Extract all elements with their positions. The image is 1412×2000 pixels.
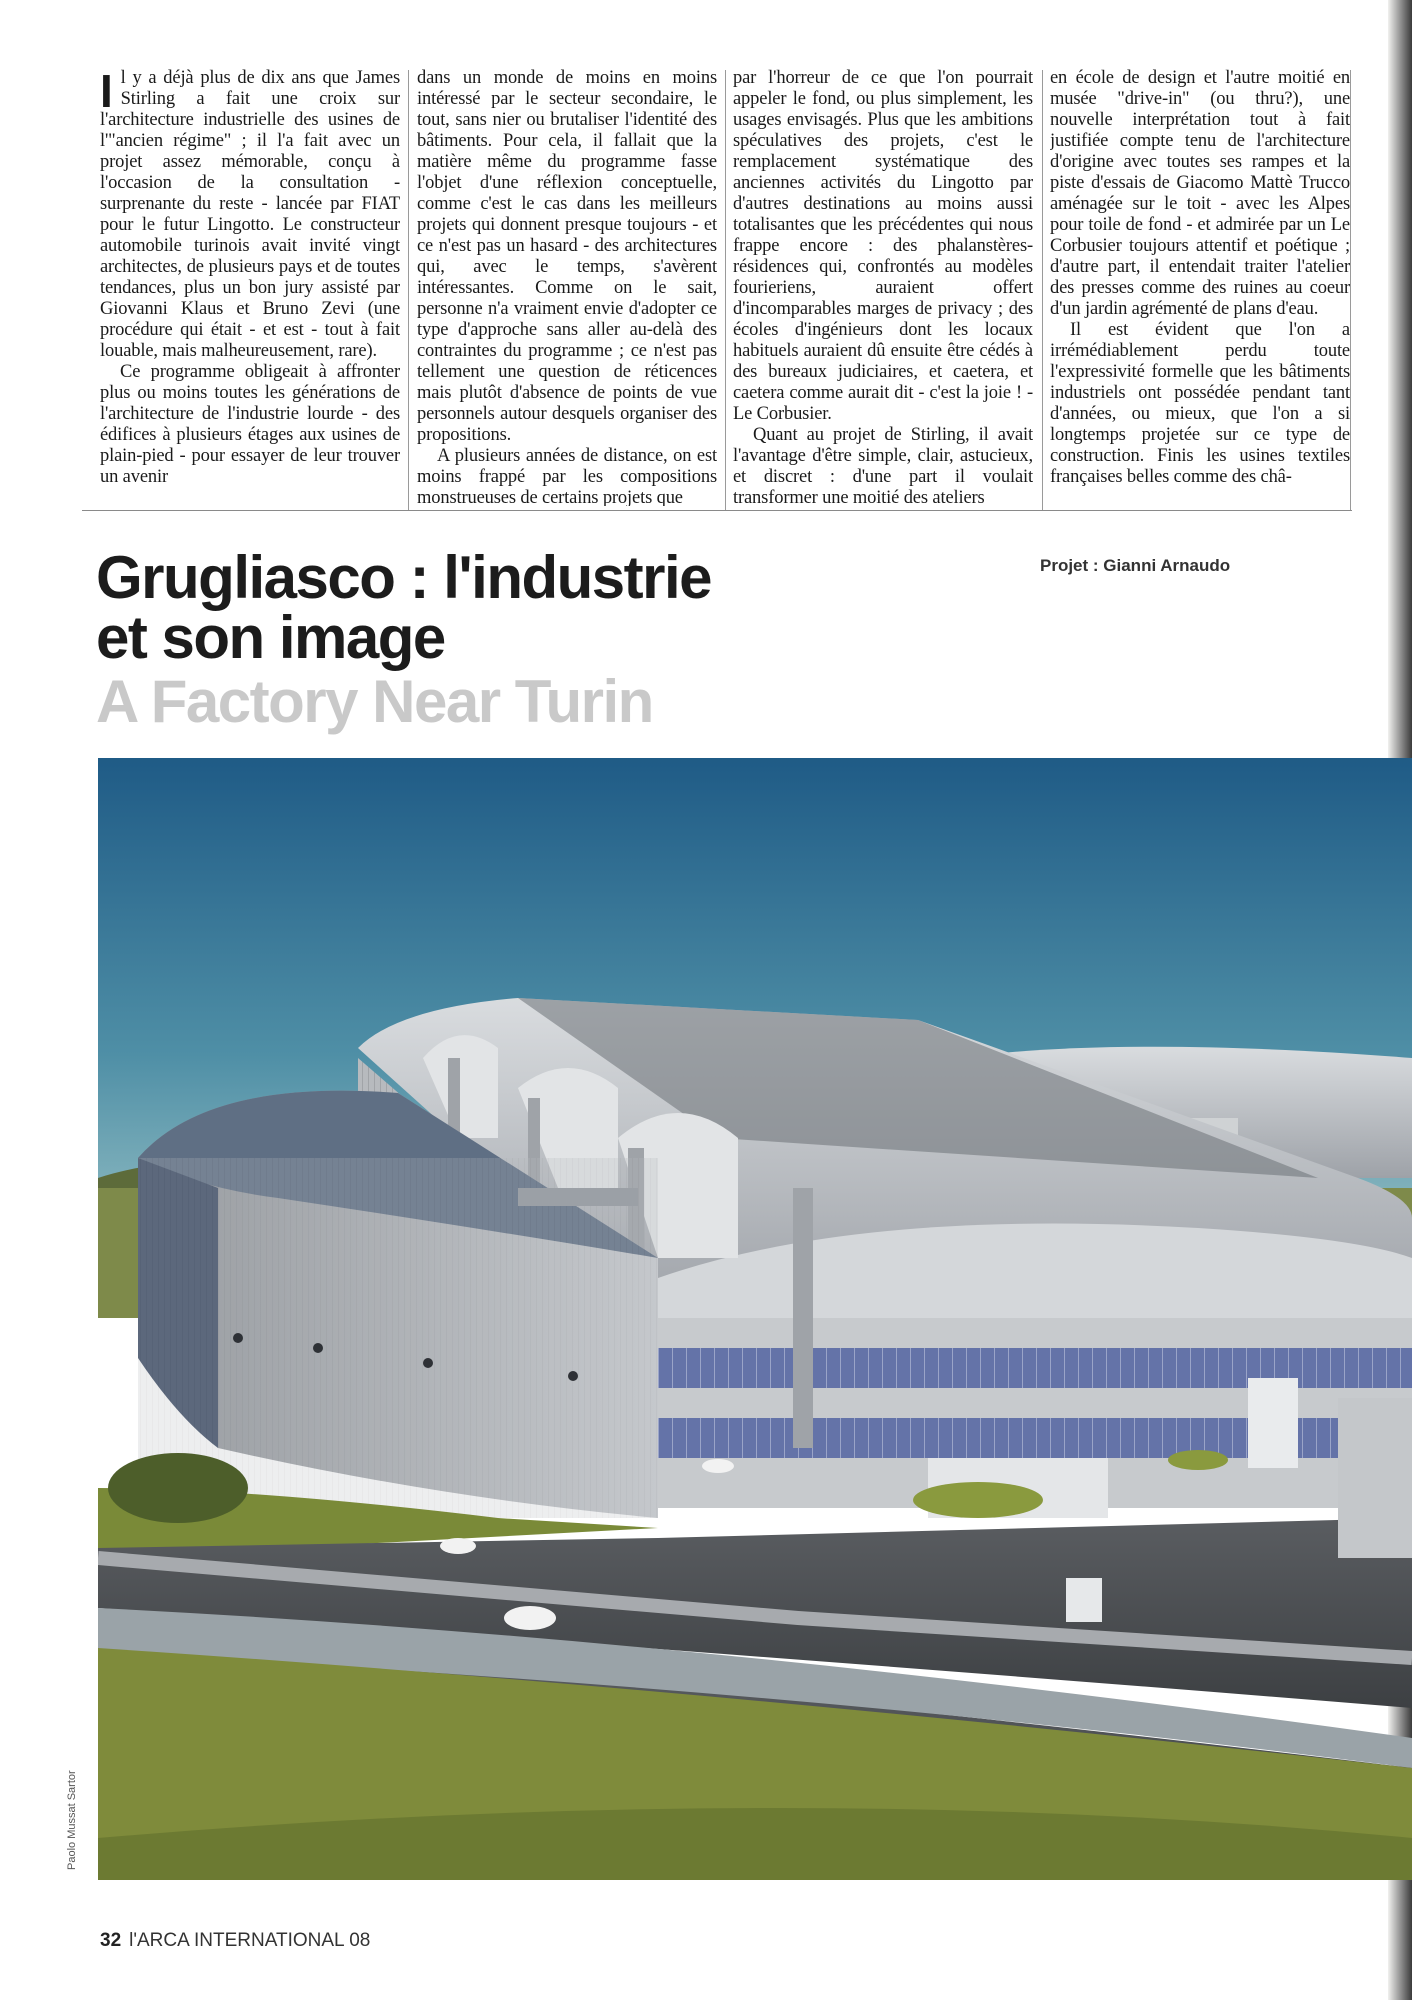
page-number: 32 (100, 1930, 122, 1951)
paragraph: Ce programme obligeait à affronter plus ou moins toutes les générations de l'architecture de l'industrie lourde - des édifices à plusieurs étages aux usines de plain-pied - pour essayer de leur trouver un avenir (100, 362, 400, 487)
page-footer (100, 1930, 370, 1952)
text-column-4 (1050, 68, 1350, 506)
paragraph: dans un monde de moins en moins intéressé par le secteur secondaire, le tout, sans nier ou brutaliser l'identité des bâtiments. Pour cela, il fallait que la matière même du programme fasse l'objet d'une réflexion conceptuelle, comme c'est le cas dans les meilleurs projets qui donnent presque toujours - et ce n'est pas un hasard - des architectures qui, avec le temps, s'avèrent intéressantes. Comme on le sait, personne n'a vraiment envie d'adopter ce type d'approche sans aller au-delà des contraintes du programme ; ce n'est pas tellement une question de réticences mais plutôt d'absence de points de vue personnels autour desquels organiser des propositions. (417, 68, 717, 445)
drop-cap: I (100, 68, 113, 117)
text-column-2 (417, 68, 717, 506)
article-title: Grugliasco : l'industrie et son image (96, 544, 712, 671)
publication-name: l'ARCA INTERNATIONAL 08 (129, 1930, 371, 1951)
project-credit: Projet : Gianni Arnaudo (1040, 556, 1231, 575)
paragraph: A plusieurs années de distance, on est moins frappé par les compositions monstrueuses de certains projets que (417, 446, 717, 506)
paragraph: en école de design et l'autre moitié en musée "drive-in" (ou thru?), une nouvelle interprétation tout à fait justifiée compte tenu de l'architecture d'origine avec toutes ses rampes et la piste d'essais de Giacomo Mattè Trucco aménagée sur le toit - avec les Alpes pour toile de fond - et admirée par un Le Corbusier toujours attentif et poétique ; d'autre part, il entendait traiter l'atelier des presses comme des ruines au coeur d'un jardin agrémenté de plans d'eau. (1050, 68, 1350, 319)
column-separator (725, 70, 726, 510)
paragraph: Il est évident que l'on a irrémédiablement perdu toute l'expressivité formelle que les bâtiments industriels ont possédée pendant tant d'années, ou mieux, que l'on a si longtemps projetée sur ce type de construction. Finis les usines textiles françaises belles comme des châ- (1050, 320, 1350, 487)
paragraph: Il y a déjà plus de dix ans que James Stirling a fait une croix sur l'architecture industrielle des usines de l'"ancien régime" ; il l'a fait avec un projet assez mémorable, conçu à l'occasion de la consultation - surprenante du reste - lancée par FIAT pour le futur Lingotto. Le constructeur automobile turinois avait invité vingt architectes, de plusieurs pays et de toutes tendances, plus un bon jury assisté par Giovanni Klaus et Bruno Zevi (une procédure qui était - et est - tout à fait louable, mais malheureusement, rare). (100, 68, 400, 361)
paragraph: par l'horreur de ce que l'on pourrait appeler le fond, ou plus simplement, les usages envisagés. Plus que les ambitions spéculatives des projets, c'est le remplacement systématique des anciennes activités du Lingotto par d'autres destinations au moins aussi totalisantes que les précédentes qui nous frappe encore : des phalanstères-résidences qui, confrontés au modèles fourieriens, auraient offert d'incomparables marges de privacy ; des écoles d'ingénieurs dont les locaux habituels auraient dû ensuite être cédés à des bureaux judiciaires, et caetera, et caetera comme aurait dit - c'est la joie ! - Le Corbusier. (733, 68, 1033, 424)
architecture-model-photo (98, 758, 1412, 1880)
paragraph: Quant au projet de Stirling, il avait l'avantage d'être simple, clair, astucieux, et discret : d'une part il voulait transformer une moitié des ateliers (733, 425, 1033, 506)
article-subtitle: A Factory Near Turin (96, 668, 653, 735)
column-separator (1042, 70, 1043, 510)
text-bottom-rule (82, 510, 1352, 511)
column-separator (1350, 70, 1351, 510)
column-separator (408, 70, 409, 510)
photo-credit: Paolo Mussat Sartor (66, 1770, 78, 1870)
text-column-1 (100, 68, 400, 506)
text-column-3 (733, 68, 1033, 506)
